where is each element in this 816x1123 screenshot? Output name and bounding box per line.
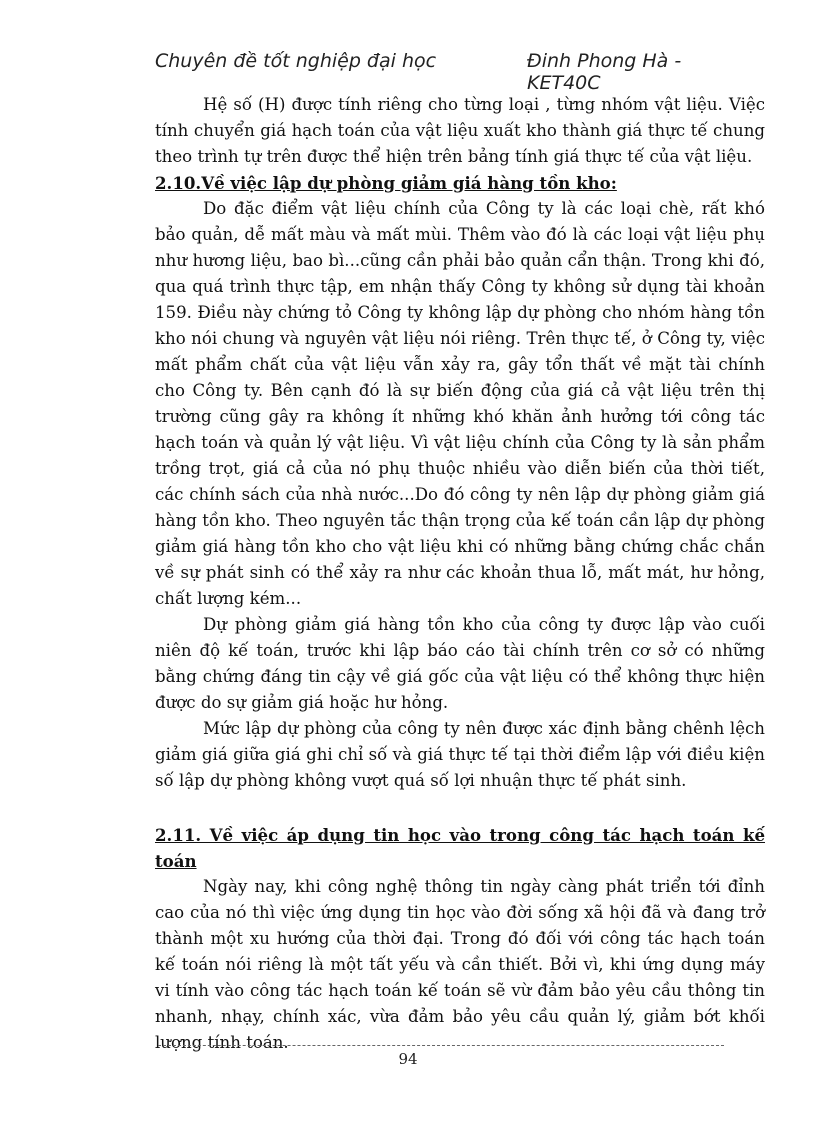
section-heading-2-10: 2.10.Về việc lập dự phòng giảm giá hàng tồn kho: — [155, 173, 617, 193]
paragraph-provision-timing: Dự phòng giảm giá hàng tồn kho của công ty được lập vào cuối niên độ kế toán, trước khi lập báo cáo tài chính trên cơ sở có những bằng chứng đáng tin cậy về giá gốc của vật liệu có thể không thực hiện được do sự giảm giá hoặc hư hỏng. — [155, 615, 765, 712]
page-number: 94 — [398, 1050, 418, 1068]
footer-divider — [158, 1045, 724, 1046]
header-author: Đinh Phong Hà - KET40C — [527, 50, 682, 94]
document-body — [155, 92, 765, 1056]
paragraph-it-application: Ngày nay, khi công nghệ thông tin ngày càng phát triển tới đỉnh cao của nó thì việc ứng dụng tin học vào đời sống xã hội đã và đang trở thành một xu hướng của thời đại. Trong đó đối với công tác hạch toán kế toán nói riêng là một tất yếu và cần thiết. Bởi vì, khi ứng dụng máy vi tính vào công tác hạch toán kế toán sẽ vừ đảm bảo yêu cầu thông tin nhanh, nhạy, chính xác, vừa đảm bảo yêu cầu quản lý, giảm bớt khối lượng tính toán. — [155, 877, 765, 1052]
paragraph-inventory-provision: Do đặc điểm vật liệu chính của Công ty là các loại chè, rất khó bảo quản, dễ mất màu và mất mùi. Thêm vào đó là các loại vật liệu phụ như hương liệu, bao bì...cũng cần phải bảo quản cẩn thận. Trong khi đó, qua quá trình thực tập, em nhận thấy Công ty không sử dụng tài khoản 159. Điều này chứng tỏ Công ty không lập dự phòng cho nhóm hàng tồn kho nói chung và nguyên vật liệu nói riêng. Trên thực tế, ở Công ty, việc mất phẩm chất của vật liệu vẫn xảy ra, gây tổn thất về mặt tài chính cho Công ty. Bên cạnh đó là sự biến động của giá cả vật liệu trên thị trường cũng gây ra không ít những khó khăn ảnh hưởng tới công tác hạch toán và quản lý vật liệu. Vì vật liệu chính của Công ty là sản phẩm trồng trọt, giá cả của nó phụ thuộc nhiều vào diễn biến của thời tiết, các chính sách của nhà nước...Do đó công ty nên lập dự phòng giảm giá hàng tồn kho. Theo nguyên tắc thận trọng của kế toán cần lập dự phòng giảm giá hàng tồn kho cho vật liệu khi có những bằng chứng chắc chắn về sự phát sinh có thể xảy ra như các khoản thua lỗ, mất mát, hư hỏng, chất lượng kém... — [155, 199, 765, 608]
page-header — [155, 50, 755, 94]
header-title: Chuyên đề tốt nghiệp đại học — [155, 50, 437, 72]
paragraph-coefficient: Hệ số (H) được tính riêng cho từng loại , từng nhóm vật liệu. Việc tính chuyển giá hạch toán của vật liệu xuất kho thành giá thực tế chung theo trình tự trên được thể hiện trên bảng tính giá thực tế của vật liệu. — [155, 95, 765, 166]
section-heading-2-11: 2.11. Về việc áp dụng tin học vào trong công tác hạch toán kế toán — [155, 825, 765, 871]
paragraph-provision-level: Mức lập dự phòng của công ty nên được xác định bằng chênh lệch giảm giá giữa giá ghi chỉ số và giá thực tế tại thời điểm lập với điều kiện số lập dự phòng không vượt quá số lợi nhuận thực tế phát sinh. — [155, 719, 765, 790]
